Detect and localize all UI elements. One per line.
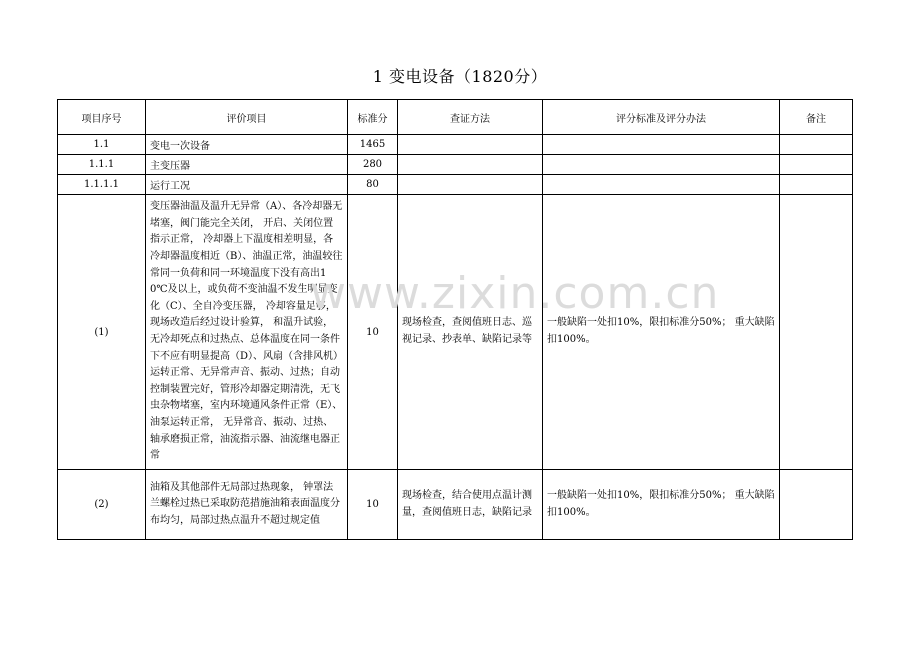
row-standard-cell: [543, 470, 780, 540]
row-item: 主变压器: [146, 155, 348, 175]
page-title: 1 变电设备（1820分）: [372, 67, 548, 86]
row-standard: [543, 155, 780, 175]
row-method: [398, 175, 543, 195]
table-row: [58, 195, 853, 470]
table-row: [58, 175, 853, 195]
table-row: [58, 155, 853, 175]
row-item: 油箱及其他部件无局部过热现象， 钟罩法兰螺栓过热已采取防范措施油箱表面温度分布均匀，局部过热点温升不超过规定值: [150, 481, 340, 526]
table-header-row: [58, 100, 853, 135]
evaluation-table: [57, 99, 853, 540]
row-score: 80: [348, 175, 398, 195]
row-item: 变电一次设备: [146, 135, 348, 155]
row-item-cell: [146, 470, 348, 540]
row-note: [780, 155, 853, 175]
header-no: 项目序号: [58, 100, 146, 135]
row-no: (2): [58, 470, 146, 540]
row-score: 10: [348, 195, 398, 470]
row-item-cell: [146, 195, 348, 470]
row-standard: 一般缺陷一处扣10%，限扣标准分50%； 重大缺陷扣100%。: [547, 317, 775, 345]
row-standard-cell: [543, 195, 780, 470]
row-method: [398, 155, 543, 175]
row-standard: 一般缺陷一处扣10%，限扣标准分50%； 重大缺陷扣100%。: [547, 489, 775, 518]
row-standard: [543, 135, 780, 155]
row-method: 现场检查，结合使用点温计测量，查阅值班日志，缺陷记录: [402, 489, 532, 518]
row-note: [780, 135, 853, 155]
row-score: 280: [348, 155, 398, 175]
row-note: [780, 195, 853, 470]
row-item: 运行工况: [146, 175, 348, 195]
row-note: [780, 470, 853, 540]
table-row: [58, 135, 853, 155]
row-no: 1.1.1.1: [58, 175, 146, 195]
row-no: (1): [58, 195, 146, 470]
header-item: 评价项目: [146, 100, 348, 135]
row-method: 现场检查，查阅值班日志、巡视记录、抄表单、缺陷记录等: [402, 317, 532, 345]
header-note: 备注: [780, 100, 853, 135]
header-score: 标准分: [348, 100, 398, 135]
header-method: 查证方法: [398, 100, 543, 135]
watermark: www.zixin.com.cn: [310, 268, 720, 319]
header-standard: 评分标准及评分办法: [543, 100, 780, 135]
row-item: 变压器油温及温升无异常（A）、各冷却器无堵塞，阀门能完全关闭， 开启、关闭位置指示正常， 冷却器上下温度相差明显，各冷却器温度相近（B）、油温正常，油温较往常同一负荷和同一环境温度下没有高出10℃及以上，或负荷不变油温不发生明显变化（C）、全自冷变压器， 冷却容量足够，现场改造后经过设计验算， 和温升试验，无冷却死点和过热点、总体温度在同一条件下不应有明显提高（D）、风扇（含排风机）运转正常、无异常声音、振动、过热；自动控制装置完好，管形冷却器定期清洗，无飞虫杂物堵塞，室内环境通风条件正常（E）、油泵运转正常， 无异常音、振动、过热、轴承磨损正常，油流指示器、油流继电器正常: [150, 201, 344, 462]
row-standard: [543, 175, 780, 195]
row-note: [780, 175, 853, 195]
row-method: [398, 135, 543, 155]
row-no: 1.1: [58, 135, 146, 155]
row-method-cell: [398, 195, 543, 470]
row-no: 1.1.1: [58, 155, 146, 175]
row-score: 10: [348, 470, 398, 540]
row-method-cell: [398, 470, 543, 540]
table-row: [58, 470, 853, 540]
row-score: 1465: [348, 135, 398, 155]
